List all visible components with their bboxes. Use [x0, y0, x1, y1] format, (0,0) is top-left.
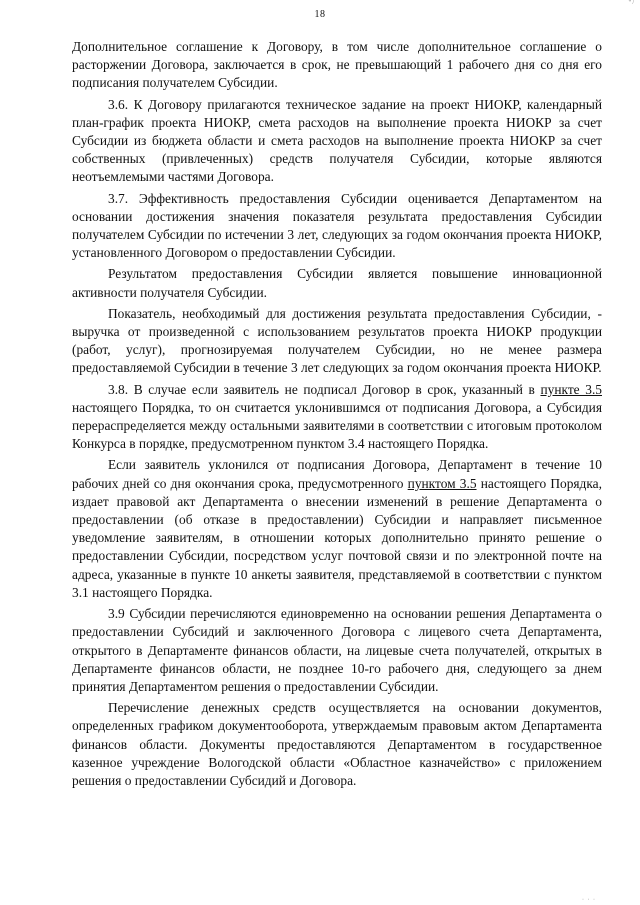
page-number: 18 [314, 9, 326, 20]
paragraph-result: Результатом предоставления Субсидии является повышение инновационной активности получателя Субсидии. [72, 266, 602, 300]
paragraph-indicator: Показатель, необходимый для достижения результата предоставления Субсидии, - выручка от произведенной с использованием результатов проекта НИОКР продукции (работ, услуг), прогнозируемая получателем Субсидии, но не менее размера предоставляемой Субсидии в течение 3 лет следующих за годом окончания проекта НИОКР. [72, 305, 602, 376]
paragraph-text: настоящего Порядка, издает правовой акт Департамента о внесении изменений в решение Департамента о предоставлении (об отказе в предоставлении) Субсидии и направляет письменное уведомление заявителям, в отношении которых дополнительно принято решение о предоставлении Субсидии, посредством услуг почтовой связи и по электронной почте на адреса, указанные в пункте 10 анкеты заявителя, представляемой в соответствии с пунктом 3.1 настоящего Порядка. [72, 475, 602, 600]
paragraph-3-8 [72, 381, 602, 454]
paragraph-3-6: 3.6. К Договору прилагаются техническое задание на проект НИОКР, календарный план-график проекта НИОКР, смета расходов на выполнение проекта НИОКР за счет Субсидии из бюджета области и смета расходов на выполнение проекта НИОКР за счет собственных (привлеченных) средств получателя Субсидии, которые являются неотъемлемыми частями Договора. [72, 96, 602, 185]
paragraph-text: настоящего Порядка, то он считается уклонившимся от подписания Договора, а Субсидия перераспределяется между остальными заявителями в соответствии с итоговым протоколом Конкурса в порядке, предусмотренном пунктом 3.4 настоящего Порядка. [72, 399, 602, 452]
paragraph-text: Если заявитель уклонился от подписания Договора, Департамент в течение 10 рабочих дней со дня окончания срока, предусмотренного [72, 457, 602, 491]
paragraph-3-7: 3.7. Эффективность предоставления Субсидии оценивается Департаментом на основании достижения значения показателя результата предоставления Субсидии получателем Субсидии по истечении 3 лет, следующих за годом окончания проекта НИОКР, установленного Договором о предоставлении Субсидии. [72, 190, 602, 261]
paragraph-3-9: 3.9 Субсидии перечисляются единовременно на основании решения Департамента о предоставлении Субсидий и заключенного Договора с лицевого счета Департамента, открытого в Департаменте финансов области, на лицевые счета получателей, открытых в Департаменте финансов области, не позднее 10-го рабочего дня, следующего за днем принятия Департаментом решения о предоставлении Субсидии. [72, 606, 602, 694]
document-body [72, 38, 602, 793]
reference-link-3-5[interactable]: пунктом 3.5 [407, 475, 477, 491]
reference-link-3-5[interactable]: пункте 3.5 [540, 381, 602, 397]
corner-mark-bottom: · · · [582, 897, 596, 903]
paragraph-transfer: Перечисление денежных средств осуществляется на основании документов, определенных графиком документооборота, утверждаемым правовым актом Департамента финансов области. Документы предоставляются Департаментом в государственное казенное учреждение Вологодской области «Областное казначейство» с приложением решения о предоставлении Субсидий и Договора. [72, 700, 602, 788]
paragraph-evasion [72, 456, 602, 602]
corner-mark-top: '' / [628, 0, 634, 6]
paragraph-text: 3.8. В случае если заявитель не подписал Договор в срок, указанный в [108, 381, 541, 397]
paragraph-continued-agreement: Дополнительное соглашение к Договору, в том числе дополнительное соглашение о расторжении Договора, заключается в срок, не превышающий 1 рабочего дня со дня его подписания получателем Субсидии. [72, 39, 602, 91]
